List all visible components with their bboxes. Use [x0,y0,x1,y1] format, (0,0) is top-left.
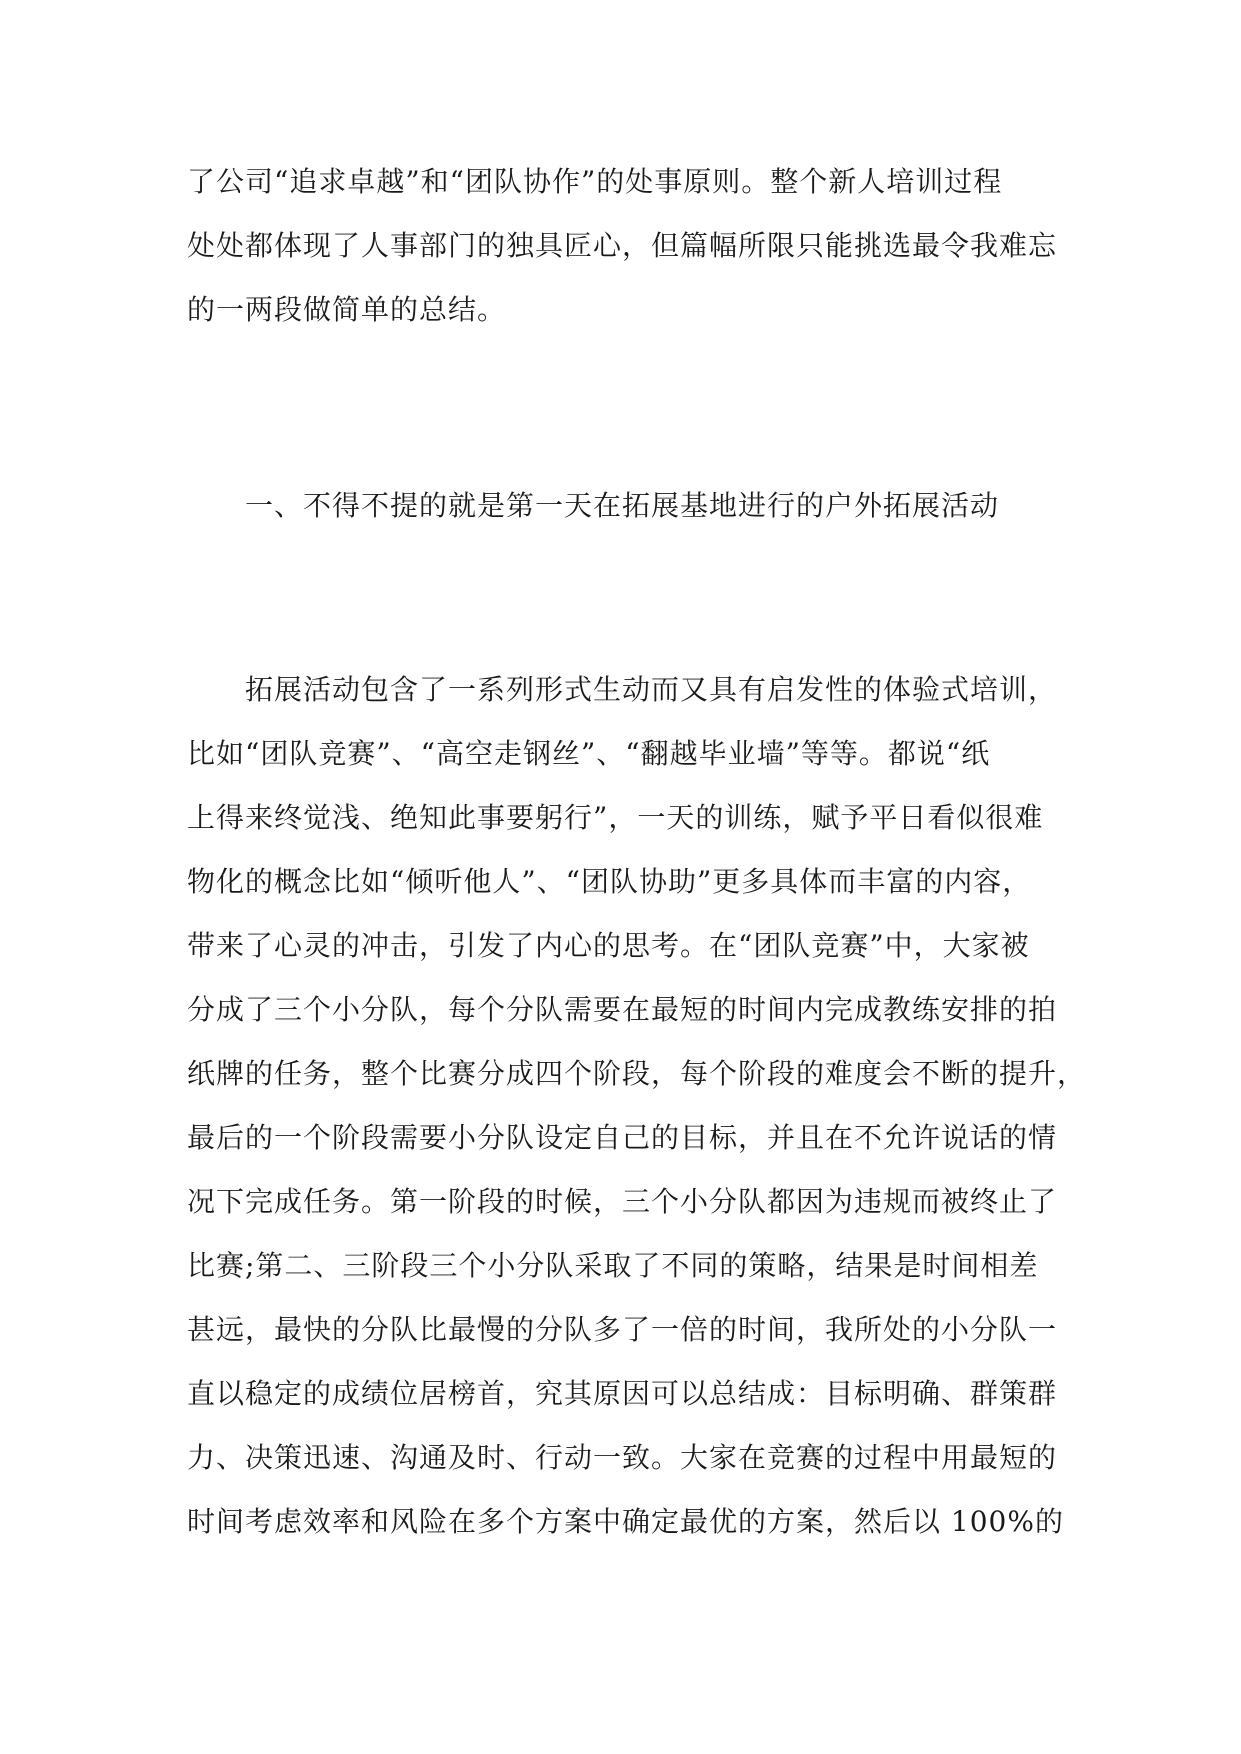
text-line: 况下完成任务。第一阶段的时候，三个小分队都因为违规而被终止了 [187,1185,1058,1218]
text-line: 了公司“追求卓越”和“团队协作”的处事原则。整个新人培训过程 [187,165,1003,198]
heading-text: 一、不得不提的就是第一天在拓展基地进行的户外拓展活动 [245,489,1000,522]
text-line: 比如“团队竞赛”、“高空走钢丝”、“翻越毕业墙”等等。都说“纸 [187,737,991,770]
text-line: 直以稳定的成绩位居榜首，究其原因可以总结成：目标明确、群策群 [187,1377,1058,1410]
paragraph-1 [187,150,1067,342]
text-line: 最后的一个阶段需要小分队设定自己的目标，并且在不允许说话的情 [187,1121,1058,1154]
text-line: 力、决策迅速、沟通及时、行动一致。大家在竞赛的过程中用最短的 [187,1441,1058,1474]
section-heading [187,474,1067,538]
text-line: 上得来终觉浅、绝知此事要躬行”，一天的训练，赋予平日看似很难 [187,801,1044,834]
text-line: 比赛;第二、三阶段三个小分队采取了不同的策略，结果是时间相差 [187,1249,1039,1282]
text-line: 甚远，最快的分队比最慢的分队多了一倍的时间，我所处的小分队一 [187,1313,1058,1346]
text-line: 拓展活动包含了一系列形式生动而又具有启发性的体验式培训， [245,673,1058,706]
text-line: 时间考虑效率和风险在多个方案中确定最优的方案，然后以 100%的 [187,1505,1064,1538]
text-line: 分成了三个小分队，每个分队需要在最短的时间内完成教练安排的拍 [187,993,1058,1026]
text-line: 纸牌的任务，整个比赛分成四个阶段，每个阶段的难度会不断的提升， [187,1057,1087,1090]
text-line: 的一两段做简单的总结。 [187,293,507,326]
text-line: 带来了心灵的冲击，引发了内心的思考。在“团队竞赛”中，大家被 [187,929,1030,962]
text-line: 处处都体现了人事部门的独具匠心，但篇幅所限只能挑选最令我难忘 [187,229,1058,262]
paragraph-2 [187,658,1087,1554]
text-line: 物化的概念比如“倾听他人”、“团队协助”更多具体而丰富的内容， [187,865,1032,898]
